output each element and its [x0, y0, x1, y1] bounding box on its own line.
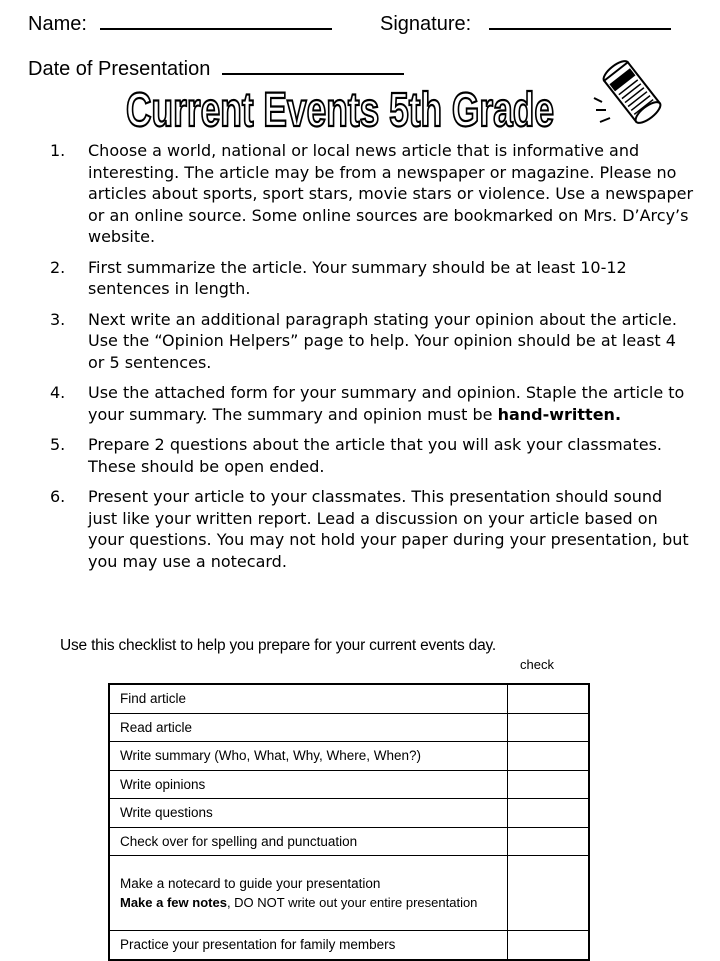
- instruction-number: 4.: [50, 383, 66, 402]
- check-column-header: check: [520, 657, 554, 672]
- instruction-item: [50, 257, 695, 300]
- checklist-item-label: Write opinions: [109, 770, 508, 799]
- instruction-text: Next write an additional paragraph stating your opinion about the article. Use the “Opinion Helpers” page to help. Your opinion should be at least 4 or 5 sentences.: [88, 309, 677, 372]
- instruction-item: [50, 309, 695, 374]
- instruction-number: 5.: [50, 435, 66, 454]
- instruction-text: Use the attached form for your summary and opinion. Staple the article to your summary. The summary and opinion must be: [88, 383, 685, 424]
- table-row: [109, 684, 589, 713]
- checklist-table: [108, 683, 590, 961]
- checklist-item-cell: [109, 856, 508, 931]
- checklist-item-label: Write summary (Who, What, Why, Where, When?): [109, 742, 508, 771]
- check-box[interactable]: [508, 770, 590, 799]
- checklist-item-label: Find article: [109, 684, 508, 713]
- date-field: [28, 53, 404, 81]
- checklist-item-label: Practice your presentation for family members: [109, 931, 508, 960]
- check-box[interactable]: [508, 713, 590, 742]
- instruction-item: [50, 434, 695, 477]
- check-box[interactable]: [508, 742, 590, 771]
- instruction-text: First summarize the article. Your summary should be at least 10-12 sentences in length.: [88, 257, 627, 298]
- checklist-item-note: [120, 895, 497, 911]
- instruction-emphasis: hand-written.: [497, 404, 622, 424]
- date-blank-line[interactable]: [222, 53, 404, 75]
- instruction-item: [50, 382, 695, 425]
- instruction-number: 1.: [50, 141, 66, 160]
- checklist-caption: Use this checklist to help you prepare for your current events day.: [60, 637, 497, 654]
- check-box[interactable]: [508, 856, 590, 931]
- name-blank-line[interactable]: [100, 8, 332, 30]
- instruction-number: 2.: [50, 257, 66, 277]
- check-box[interactable]: [508, 799, 590, 828]
- note-emphasis: Make a few notes: [120, 894, 227, 910]
- table-row: [109, 799, 589, 828]
- name-label: Name:: [28, 13, 87, 35]
- instruction-number: 6.: [50, 487, 66, 506]
- name-field: [28, 8, 332, 36]
- table-row: [109, 742, 589, 771]
- note-text: , DO NOT write out your entire presentation: [226, 894, 478, 910]
- signature-field: [380, 8, 671, 36]
- instruction-item: [50, 140, 695, 248]
- instruction-text: Prepare 2 questions about the article that you will ask your classmates. These should be open ended.: [88, 435, 663, 476]
- table-row: [109, 931, 589, 960]
- instructions-list: [50, 140, 695, 581]
- table-row: [109, 827, 589, 856]
- checklist-item-label: Check over for spelling and punctuation: [109, 827, 508, 856]
- newspaper-icon: [592, 52, 672, 132]
- table-row: [109, 856, 589, 931]
- table-row: [109, 770, 589, 799]
- date-label: Date of Presentation: [28, 58, 211, 80]
- check-box[interactable]: [508, 827, 590, 856]
- instruction-item: [50, 486, 695, 572]
- checklist-item-label: Read article: [109, 713, 508, 742]
- page-title-text: Current Events 5th Grade: [126, 84, 554, 137]
- instruction-text: Choose a world, national or local news article that is informative and interesting. The article may be from a newspaper or magazine. Please no articles about sports, sport stars, movie stars or violence. Use a newspaper or an online source. Some online sources are bookmarked on Mrs. D’Arcy’s website.: [88, 141, 694, 246]
- instruction-text: Present your article to your classmates. This presentation should sound just like your written report. Lead a discussion on your article based on your questions. You may not hold your paper during your presentation, but you may use a notecard.: [88, 487, 689, 571]
- checklist-item-label: Make a notecard to guide your presentation: [120, 875, 381, 891]
- instruction-number: 3.: [50, 309, 66, 329]
- signature-label: Signature:: [380, 13, 472, 35]
- checklist-item-label: Write questions: [109, 799, 508, 828]
- signature-blank-line[interactable]: [489, 8, 671, 30]
- page-title: [120, 80, 560, 140]
- table-row: [109, 713, 589, 742]
- check-box[interactable]: [508, 931, 590, 960]
- check-box[interactable]: [508, 684, 590, 713]
